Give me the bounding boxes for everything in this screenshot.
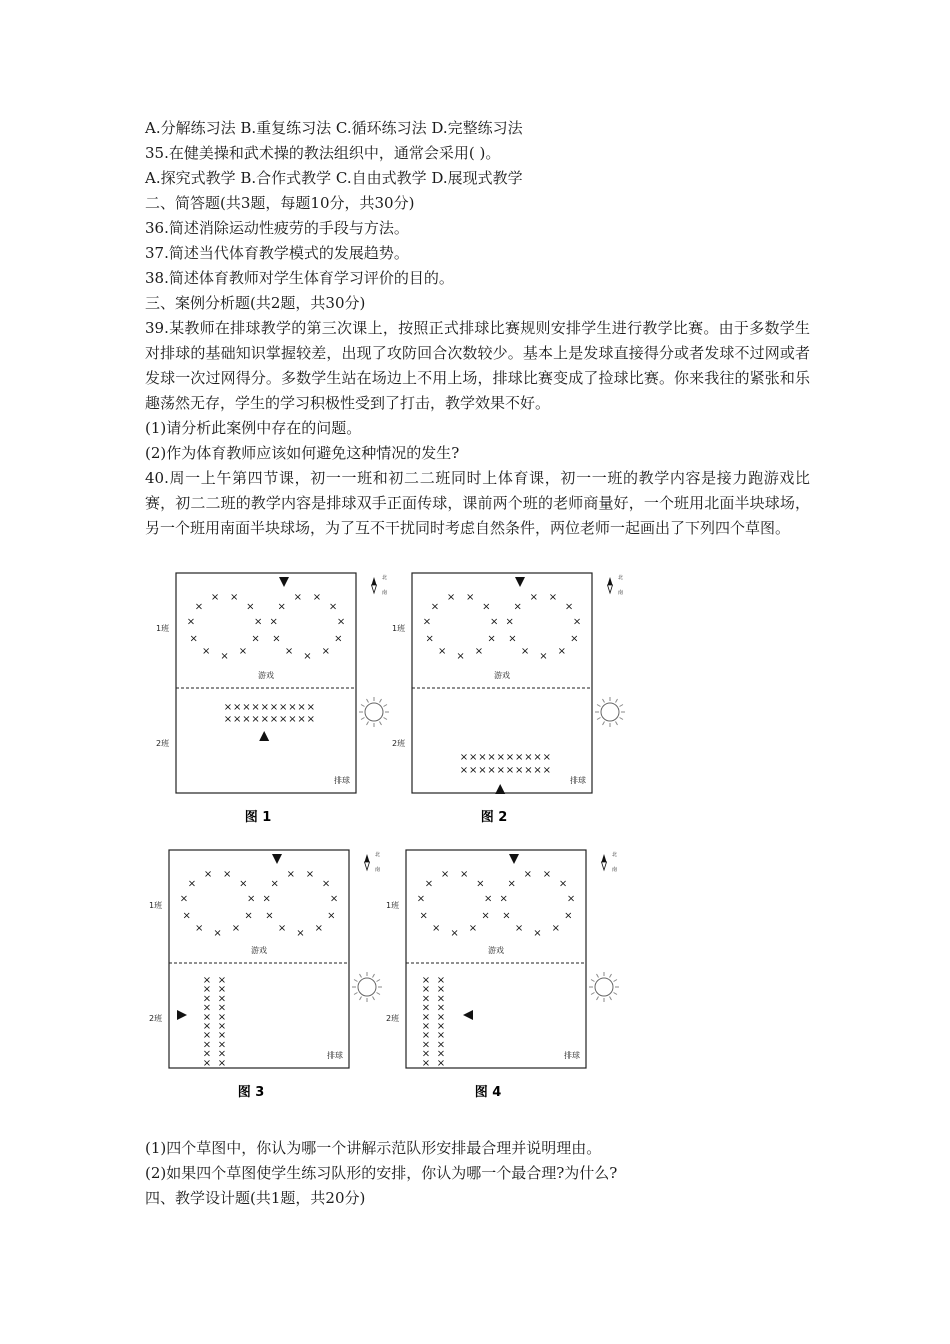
student-marker: × xyxy=(277,601,286,613)
student-marker: × xyxy=(446,592,456,604)
student-marker: × xyxy=(277,923,287,935)
teacher-marker xyxy=(463,1010,473,1020)
student-marker: × xyxy=(269,714,279,725)
student-marker: × xyxy=(436,975,446,986)
section-2-heading: 二、简答题(共3题，每题10分，共30分) xyxy=(145,194,415,212)
class2-label: 2班 xyxy=(156,739,170,748)
student-marker: × xyxy=(459,869,469,881)
student-marker: × xyxy=(499,893,508,905)
student-marker: × xyxy=(202,1039,212,1051)
student-marker: × xyxy=(436,1030,446,1042)
student-marker: × xyxy=(202,646,211,658)
student-marker: × xyxy=(432,923,441,935)
student-marker: × xyxy=(202,1002,212,1014)
student-marker: × xyxy=(251,633,260,645)
sun-ray xyxy=(354,993,357,995)
figures-area xyxy=(145,565,625,1110)
compass-north-icon xyxy=(608,577,613,585)
compass-south-label: 南 xyxy=(375,867,381,873)
student-marker: × xyxy=(217,1011,227,1023)
sun-ray xyxy=(610,997,612,1000)
section-3-heading: 三、案例分析题(共2题，共30分) xyxy=(145,294,366,312)
volleyball-label: 排球 xyxy=(564,1051,580,1060)
student-marker: × xyxy=(284,646,294,658)
student-marker: × xyxy=(231,923,241,935)
student-marker: × xyxy=(254,616,263,628)
student-marker: × xyxy=(520,646,530,658)
game-label: 游戏 xyxy=(488,946,504,955)
sun-ray xyxy=(597,718,600,720)
student-marker: × xyxy=(436,1002,446,1014)
student-marker: × xyxy=(508,633,517,645)
q39-stem: 39.某教师在排球教学的第三次课上，按照正式排球比赛规则安排学生进行教学比赛。由于多数学生对排球的基础知识掌握较差，出现了攻防回合次数较少。基本上是发球直接得分或者发球不过网或者发球一次过网得分。多数学生站在场边上不用上场，排球比赛变成了捡球比赛。你来我往的紧张和乐趣荡然无存，学生的学习积极性受到了打击，教学效果不好。 xyxy=(145,319,810,412)
student-marker: × xyxy=(202,975,212,986)
student-marker: × xyxy=(421,993,431,1005)
student-marker: × xyxy=(558,878,568,890)
sun-icon xyxy=(358,978,376,996)
section-4-heading: 四、教学设计题(共1题，共20分) xyxy=(145,1189,366,1207)
student-marker: × xyxy=(260,714,269,725)
student-marker: × xyxy=(416,893,426,905)
q40-stem: 40.周一上午第四节课，初一一班和初二二班同时上体育课，初一一班的教学内容是接力跑游戏比赛，初二二班的教学内容是排球双手正面传球，课前两个班的老师商量好，一个班用北面半块球场，另一个班用南面半块球场，为了互不干扰同时考虑自然条件，两位老师一起画出了下列四个草图。 xyxy=(145,469,810,537)
student-marker: × xyxy=(524,765,533,776)
student-marker: × xyxy=(421,1002,431,1014)
student-marker: × xyxy=(269,616,278,628)
student-marker: × xyxy=(314,923,323,935)
student-marker: × xyxy=(186,616,196,628)
student-marker: × xyxy=(422,616,432,628)
student-marker: × xyxy=(502,910,511,922)
student-marker: × xyxy=(564,601,574,613)
sun-ray xyxy=(591,980,594,982)
student-marker: × xyxy=(425,633,434,645)
sun-ray xyxy=(361,705,364,707)
student-marker: × xyxy=(260,702,269,713)
student-marker: × xyxy=(424,878,434,890)
sun-ray xyxy=(614,980,617,982)
student-marker: × xyxy=(179,893,189,905)
student-marker: × xyxy=(312,592,322,604)
student-marker: × xyxy=(484,893,493,905)
game-label: 游戏 xyxy=(258,671,274,680)
compass-north-icon xyxy=(602,854,607,862)
student-marker: × xyxy=(182,910,191,922)
sun-ray xyxy=(597,974,599,977)
student-marker: × xyxy=(570,633,579,645)
student-marker: × xyxy=(515,752,524,763)
figure-caption: 图 2 xyxy=(480,810,508,825)
student-marker: × xyxy=(210,592,220,604)
student-marker: × xyxy=(533,765,542,776)
sun-ray xyxy=(614,993,617,995)
student-marker: × xyxy=(478,765,487,776)
student-marker: × xyxy=(481,910,490,922)
student-marker: × xyxy=(202,993,212,1005)
student-marker: × xyxy=(202,1048,212,1060)
sun-ray xyxy=(603,722,605,725)
compass-north-icon xyxy=(372,577,377,585)
student-marker: × xyxy=(542,765,551,776)
sun-ray xyxy=(373,997,375,1000)
student-marker: × xyxy=(223,714,233,725)
student-marker: × xyxy=(524,752,533,763)
student-marker: × xyxy=(297,702,306,713)
student-marker: × xyxy=(496,752,505,763)
student-marker: × xyxy=(421,1048,431,1060)
sun-ray xyxy=(591,993,594,995)
student-marker: × xyxy=(557,646,566,658)
student-marker: × xyxy=(229,592,239,604)
sun-ray xyxy=(367,722,369,725)
sun-ray xyxy=(620,705,623,707)
sun-ray xyxy=(616,722,618,725)
compass-south-label: 南 xyxy=(618,590,624,596)
compass-north-icon xyxy=(365,854,370,862)
student-marker: × xyxy=(288,714,297,725)
sun-ray xyxy=(373,974,375,977)
sun-ray xyxy=(377,980,380,982)
student-marker: × xyxy=(487,633,496,645)
game-label: 游戏 xyxy=(251,946,267,955)
student-marker: × xyxy=(217,975,227,986)
question-text-top xyxy=(145,116,810,541)
q40-sub2: (2)如果四个草图使学生练习队形的安排，你认为哪一个最合理?为什么? xyxy=(145,1164,618,1182)
student-marker: × xyxy=(514,923,524,935)
compass-south-icon xyxy=(372,585,377,593)
sun-ray xyxy=(384,705,387,707)
volleyball-label: 排球 xyxy=(570,776,586,785)
student-marker: × xyxy=(242,714,251,725)
student-marker: × xyxy=(496,765,505,776)
student-marker: × xyxy=(217,993,227,1005)
sun-ray xyxy=(367,699,369,702)
student-marker: × xyxy=(542,869,552,881)
student-marker: × xyxy=(421,1021,431,1032)
sun-ray xyxy=(603,699,605,702)
sun-ray xyxy=(597,705,600,707)
student-marker: × xyxy=(507,878,516,890)
student-marker: × xyxy=(468,923,478,935)
sun-ray xyxy=(610,974,612,977)
student-marker: × xyxy=(306,702,315,713)
sun-icon xyxy=(365,703,383,721)
q37: 37.简述当代体育教学模式的发展趋势。 xyxy=(145,244,409,262)
student-marker: × xyxy=(279,714,288,725)
court-sketches xyxy=(145,565,625,1110)
student-marker: × xyxy=(195,923,204,935)
teacher-marker xyxy=(177,1010,187,1020)
student-marker: × xyxy=(539,651,548,662)
student-marker: × xyxy=(251,702,260,713)
student-marker: × xyxy=(202,984,212,996)
class2-label: 2班 xyxy=(386,1014,400,1023)
student-marker: × xyxy=(286,869,296,881)
student-marker: × xyxy=(334,633,343,645)
student-marker: × xyxy=(321,646,330,658)
teacher-marker xyxy=(509,854,519,864)
student-marker: × xyxy=(251,714,260,725)
student-marker: × xyxy=(490,616,499,628)
student-marker: × xyxy=(187,878,197,890)
class1-label: 1班 xyxy=(156,624,170,633)
q40-sub1: (1)四个草图中，你认为哪一个讲解示范队形安排最合理并说明理由。 xyxy=(145,1139,602,1157)
student-marker: × xyxy=(233,714,242,725)
student-marker: × xyxy=(436,984,446,996)
sun-ray xyxy=(384,718,387,720)
student-marker: × xyxy=(542,752,551,763)
student-marker: × xyxy=(327,910,336,922)
compass-south-icon xyxy=(602,862,607,870)
student-marker: × xyxy=(450,928,459,939)
q39-sub2: (2)作为体育教师应该如何避免这种情况的发生? xyxy=(145,444,460,462)
q35-options: A.探究式教学 B.合作式教学 C.自由式教学 D.展现式教学 xyxy=(145,169,523,187)
student-marker: × xyxy=(440,869,450,881)
student-marker: × xyxy=(419,910,428,922)
student-marker: × xyxy=(474,646,484,658)
student-marker: × xyxy=(321,878,331,890)
q34-options: A.分解练习法 B.重复练习法 C.循环练习法 D.完整练习法 xyxy=(145,119,523,137)
student-marker: × xyxy=(564,910,573,922)
student-marker: × xyxy=(303,651,312,662)
compass-north-label: 北 xyxy=(618,575,624,581)
student-marker: × xyxy=(217,1039,227,1051)
teacher-marker xyxy=(515,577,525,587)
student-marker: × xyxy=(269,702,279,713)
student-marker: × xyxy=(505,765,515,776)
student-marker: × xyxy=(421,984,431,996)
student-marker: × xyxy=(217,984,227,996)
student-marker: × xyxy=(436,1057,446,1069)
q39-sub1: (1)请分析此案例中存在的问题。 xyxy=(145,419,362,437)
student-marker: × xyxy=(217,1048,227,1060)
q35-stem: 35.在健美操和武术操的教法组织中，通常会采用( )。 xyxy=(145,144,501,162)
student-marker: × xyxy=(238,646,248,658)
student-marker: × xyxy=(336,616,346,628)
student-marker: × xyxy=(217,1030,227,1042)
student-marker: × xyxy=(217,1057,227,1069)
sun-ray xyxy=(360,997,362,1000)
student-marker: × xyxy=(202,1021,212,1032)
student-marker: × xyxy=(233,702,242,713)
student-marker: × xyxy=(533,928,542,939)
student-marker: × xyxy=(533,752,542,763)
student-marker: × xyxy=(421,1057,431,1069)
student-marker: × xyxy=(288,702,297,713)
student-marker: × xyxy=(459,752,469,763)
student-marker: × xyxy=(478,752,487,763)
compass-north-label: 北 xyxy=(382,575,388,581)
student-marker: × xyxy=(459,765,469,776)
student-marker: × xyxy=(246,601,255,613)
student-marker: × xyxy=(272,633,281,645)
sun-ray xyxy=(620,718,623,720)
teacher-marker xyxy=(495,784,505,794)
student-marker: × xyxy=(270,878,279,890)
student-marker: × xyxy=(296,928,305,939)
student-marker: × xyxy=(436,1039,446,1051)
student-marker: × xyxy=(194,601,204,613)
student-marker: × xyxy=(482,601,491,613)
student-marker: × xyxy=(513,601,522,613)
student-marker: × xyxy=(305,869,315,881)
student-marker: × xyxy=(293,592,303,604)
question-text-bottom xyxy=(145,1136,810,1211)
student-marker: × xyxy=(572,616,582,628)
compass-south-label: 南 xyxy=(612,867,618,873)
student-marker: × xyxy=(505,616,514,628)
student-marker: × xyxy=(436,1021,446,1032)
student-marker: × xyxy=(217,1002,227,1014)
student-marker: × xyxy=(430,601,440,613)
student-marker: × xyxy=(566,893,576,905)
student-marker: × xyxy=(265,910,274,922)
figure-caption: 图 1 xyxy=(244,810,272,825)
sun-ray xyxy=(360,974,362,977)
student-marker: × xyxy=(329,893,339,905)
volleyball-label: 排球 xyxy=(327,1051,343,1060)
teacher-marker xyxy=(272,854,282,864)
student-marker: × xyxy=(328,601,338,613)
q38: 38.简述体育教师对学生体育学习评价的目的。 xyxy=(145,269,454,287)
compass-north-label: 北 xyxy=(375,852,381,858)
student-marker: × xyxy=(505,752,515,763)
student-marker: × xyxy=(220,651,229,662)
student-marker: × xyxy=(223,702,233,713)
student-marker: × xyxy=(438,646,447,658)
student-marker: × xyxy=(297,714,306,725)
student-marker: × xyxy=(476,878,485,890)
student-marker: × xyxy=(529,592,539,604)
student-marker: × xyxy=(523,869,533,881)
compass-north-label: 北 xyxy=(612,852,618,858)
student-marker: × xyxy=(487,752,496,763)
student-marker: × xyxy=(421,1011,431,1023)
sun-ray xyxy=(380,722,382,725)
class2-label: 2班 xyxy=(149,1014,163,1023)
sun-ray xyxy=(597,997,599,1000)
student-marker: × xyxy=(239,878,248,890)
student-marker: × xyxy=(202,1030,212,1042)
student-marker: × xyxy=(244,910,253,922)
student-marker: × xyxy=(222,869,232,881)
student-marker: × xyxy=(487,765,496,776)
q36: 36.简述消除运动性疲劳的手段与方法。 xyxy=(145,219,409,237)
compass-south-icon xyxy=(365,862,370,870)
figure-caption: 图 4 xyxy=(474,1085,502,1100)
class2-label: 2班 xyxy=(392,739,406,748)
student-marker: × xyxy=(213,928,222,939)
student-marker: × xyxy=(436,1011,446,1023)
student-marker: × xyxy=(465,592,475,604)
student-marker: × xyxy=(217,1021,227,1032)
volleyball-label: 排球 xyxy=(334,776,350,785)
student-marker: × xyxy=(203,869,213,881)
sun-ray xyxy=(616,699,618,702)
student-marker: × xyxy=(551,923,560,935)
student-marker: × xyxy=(421,1039,431,1051)
figure-caption: 图 3 xyxy=(237,1085,265,1100)
teacher-marker xyxy=(259,731,269,741)
class1-label: 1班 xyxy=(392,624,406,633)
game-label: 游戏 xyxy=(494,671,510,680)
student-marker: × xyxy=(469,765,478,776)
student-marker: × xyxy=(421,975,431,986)
student-marker: × xyxy=(242,702,251,713)
student-marker: × xyxy=(421,1030,431,1042)
student-marker: × xyxy=(202,1057,212,1069)
student-marker: × xyxy=(436,993,446,1005)
sun-ray xyxy=(354,980,357,982)
class1-label: 1班 xyxy=(149,901,163,910)
student-marker: × xyxy=(456,651,465,662)
student-marker: × xyxy=(306,714,315,725)
student-marker: × xyxy=(548,592,558,604)
student-marker: × xyxy=(189,633,198,645)
teacher-marker xyxy=(279,577,289,587)
sun-ray xyxy=(361,718,364,720)
compass-south-label: 南 xyxy=(382,590,388,596)
class1-label: 1班 xyxy=(386,901,400,910)
sun-icon xyxy=(601,703,619,721)
student-marker: × xyxy=(515,765,524,776)
student-marker: × xyxy=(469,752,478,763)
student-marker: × xyxy=(202,1011,212,1023)
student-marker: × xyxy=(436,1048,446,1060)
sun-icon xyxy=(595,978,613,996)
student-marker: × xyxy=(247,893,256,905)
sun-ray xyxy=(380,699,382,702)
compass-south-icon xyxy=(608,585,613,593)
student-marker: × xyxy=(279,702,288,713)
student-marker: × xyxy=(262,893,271,905)
sun-ray xyxy=(377,993,380,995)
